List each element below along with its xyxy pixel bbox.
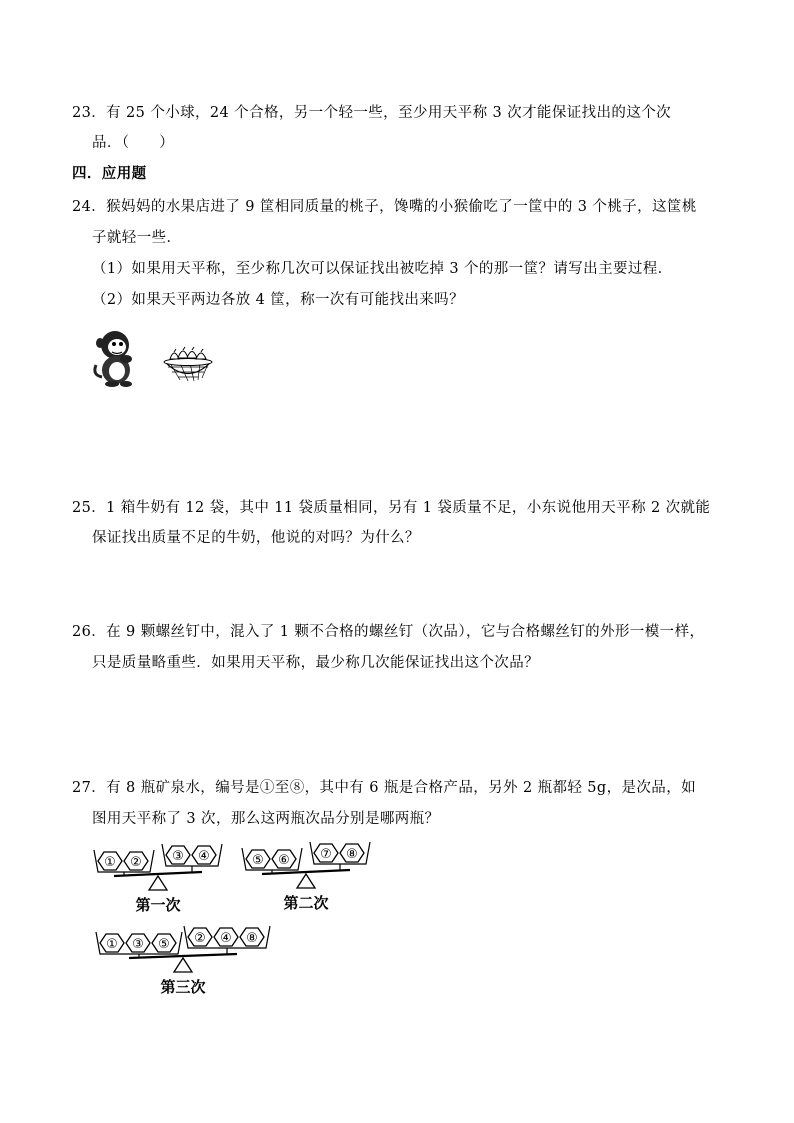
bottle-right-4 <box>192 846 216 864</box>
svg-text:⑥: ⑥ <box>278 853 290 868</box>
bottle-right-4 <box>214 928 238 946</box>
weigh-label: 第二次 <box>283 894 329 912</box>
bottle-left-5 <box>246 850 270 868</box>
svg-text:②: ② <box>130 855 142 870</box>
bottle-right-2 <box>188 928 212 946</box>
bottle-right-7 <box>314 844 338 862</box>
bottle-right-8 <box>340 844 364 862</box>
svg-text:①: ① <box>104 855 116 870</box>
q26-line2: 只是质量略重些．如果用天平称，最少称几次能保证找出这个次品？ <box>92 655 539 671</box>
monkey-peach-illustration <box>90 325 220 387</box>
svg-text:③: ③ <box>172 849 184 864</box>
q24-line1: 24．猴妈妈的水果店进了 9 筐相同质量的桃子，馋嘴的小猴偷吃了一筐中的 3 个桃子，这筐桃 <box>72 199 697 215</box>
q23-line2: 品．（ ） <box>92 135 175 151</box>
q23-line1: 23．有 25 个小球，24 个合格，另一个轻一些，至少用天平称 3 次才能保证找出的这个次 <box>72 105 672 121</box>
svg-text:⑤: ⑤ <box>252 853 264 868</box>
bottle-right-3 <box>166 846 190 864</box>
balance-2 <box>242 842 370 912</box>
bottle-left-5 <box>152 934 176 952</box>
q27-line1: 27．有 8 瓶矿泉水，编号是①至⑧，其中有 6 瓶是合格产品，另外 2 瓶都轻 5g，是次品，如 <box>72 780 696 796</box>
bottle-left-2 <box>124 852 148 870</box>
monkey-icon <box>95 331 132 387</box>
svg-text:④: ④ <box>220 931 232 946</box>
balance-1 <box>94 844 222 914</box>
bottle-left-3 <box>126 934 150 952</box>
q24-sub1: （1）如果用天平称，至少称几次可以保证找出被吃掉 3 个的那一筐？请写出主要过程． <box>92 261 673 277</box>
bottle-left-6 <box>272 850 296 868</box>
q26-line1: 26．在 9 颗螺丝钉中，混入了 1 颗不合格的螺丝钉（次品），它与合格螺丝钉的外形一模一样， <box>72 624 705 640</box>
q27-line2: 图用天平称了 3 次，那么这两瓶次品分别是哪两瓶？ <box>92 811 440 827</box>
weigh-label: 第三次 <box>160 978 206 996</box>
bottle-right-8 <box>240 928 264 946</box>
weigh-label: 第一次 <box>135 896 181 914</box>
q24-sub2: （2）如果天平两边各放 4 筐，称一次有可能找出来吗？ <box>92 292 464 308</box>
bottle-left-1 <box>98 852 122 870</box>
q24-line2: 子就轻一些． <box>92 230 182 246</box>
svg-text:①: ① <box>106 937 118 952</box>
q25-line1: 25．1 箱牛奶有 12 袋，其中 11 袋质量相同，另有 1 袋质量不足，小东说他用天平称 2 次就能 <box>72 500 711 516</box>
svg-text:⑧: ⑧ <box>246 931 258 946</box>
svg-text:②: ② <box>194 931 206 946</box>
peach-basket-icon <box>164 347 212 381</box>
bottle-left-1 <box>100 934 124 952</box>
q25-line2: 保证找出质量不足的牛奶，他说的对吗？为什么？ <box>92 530 420 546</box>
svg-text:⑧: ⑧ <box>346 847 358 862</box>
svg-text:⑤: ⑤ <box>158 937 170 952</box>
svg-text:⑦: ⑦ <box>320 847 332 862</box>
balance-figure <box>92 840 382 1000</box>
balance-3 <box>96 926 270 996</box>
section-title: 四．应用题 <box>72 166 147 182</box>
svg-text:③: ③ <box>132 937 144 952</box>
svg-text:④: ④ <box>198 849 210 864</box>
